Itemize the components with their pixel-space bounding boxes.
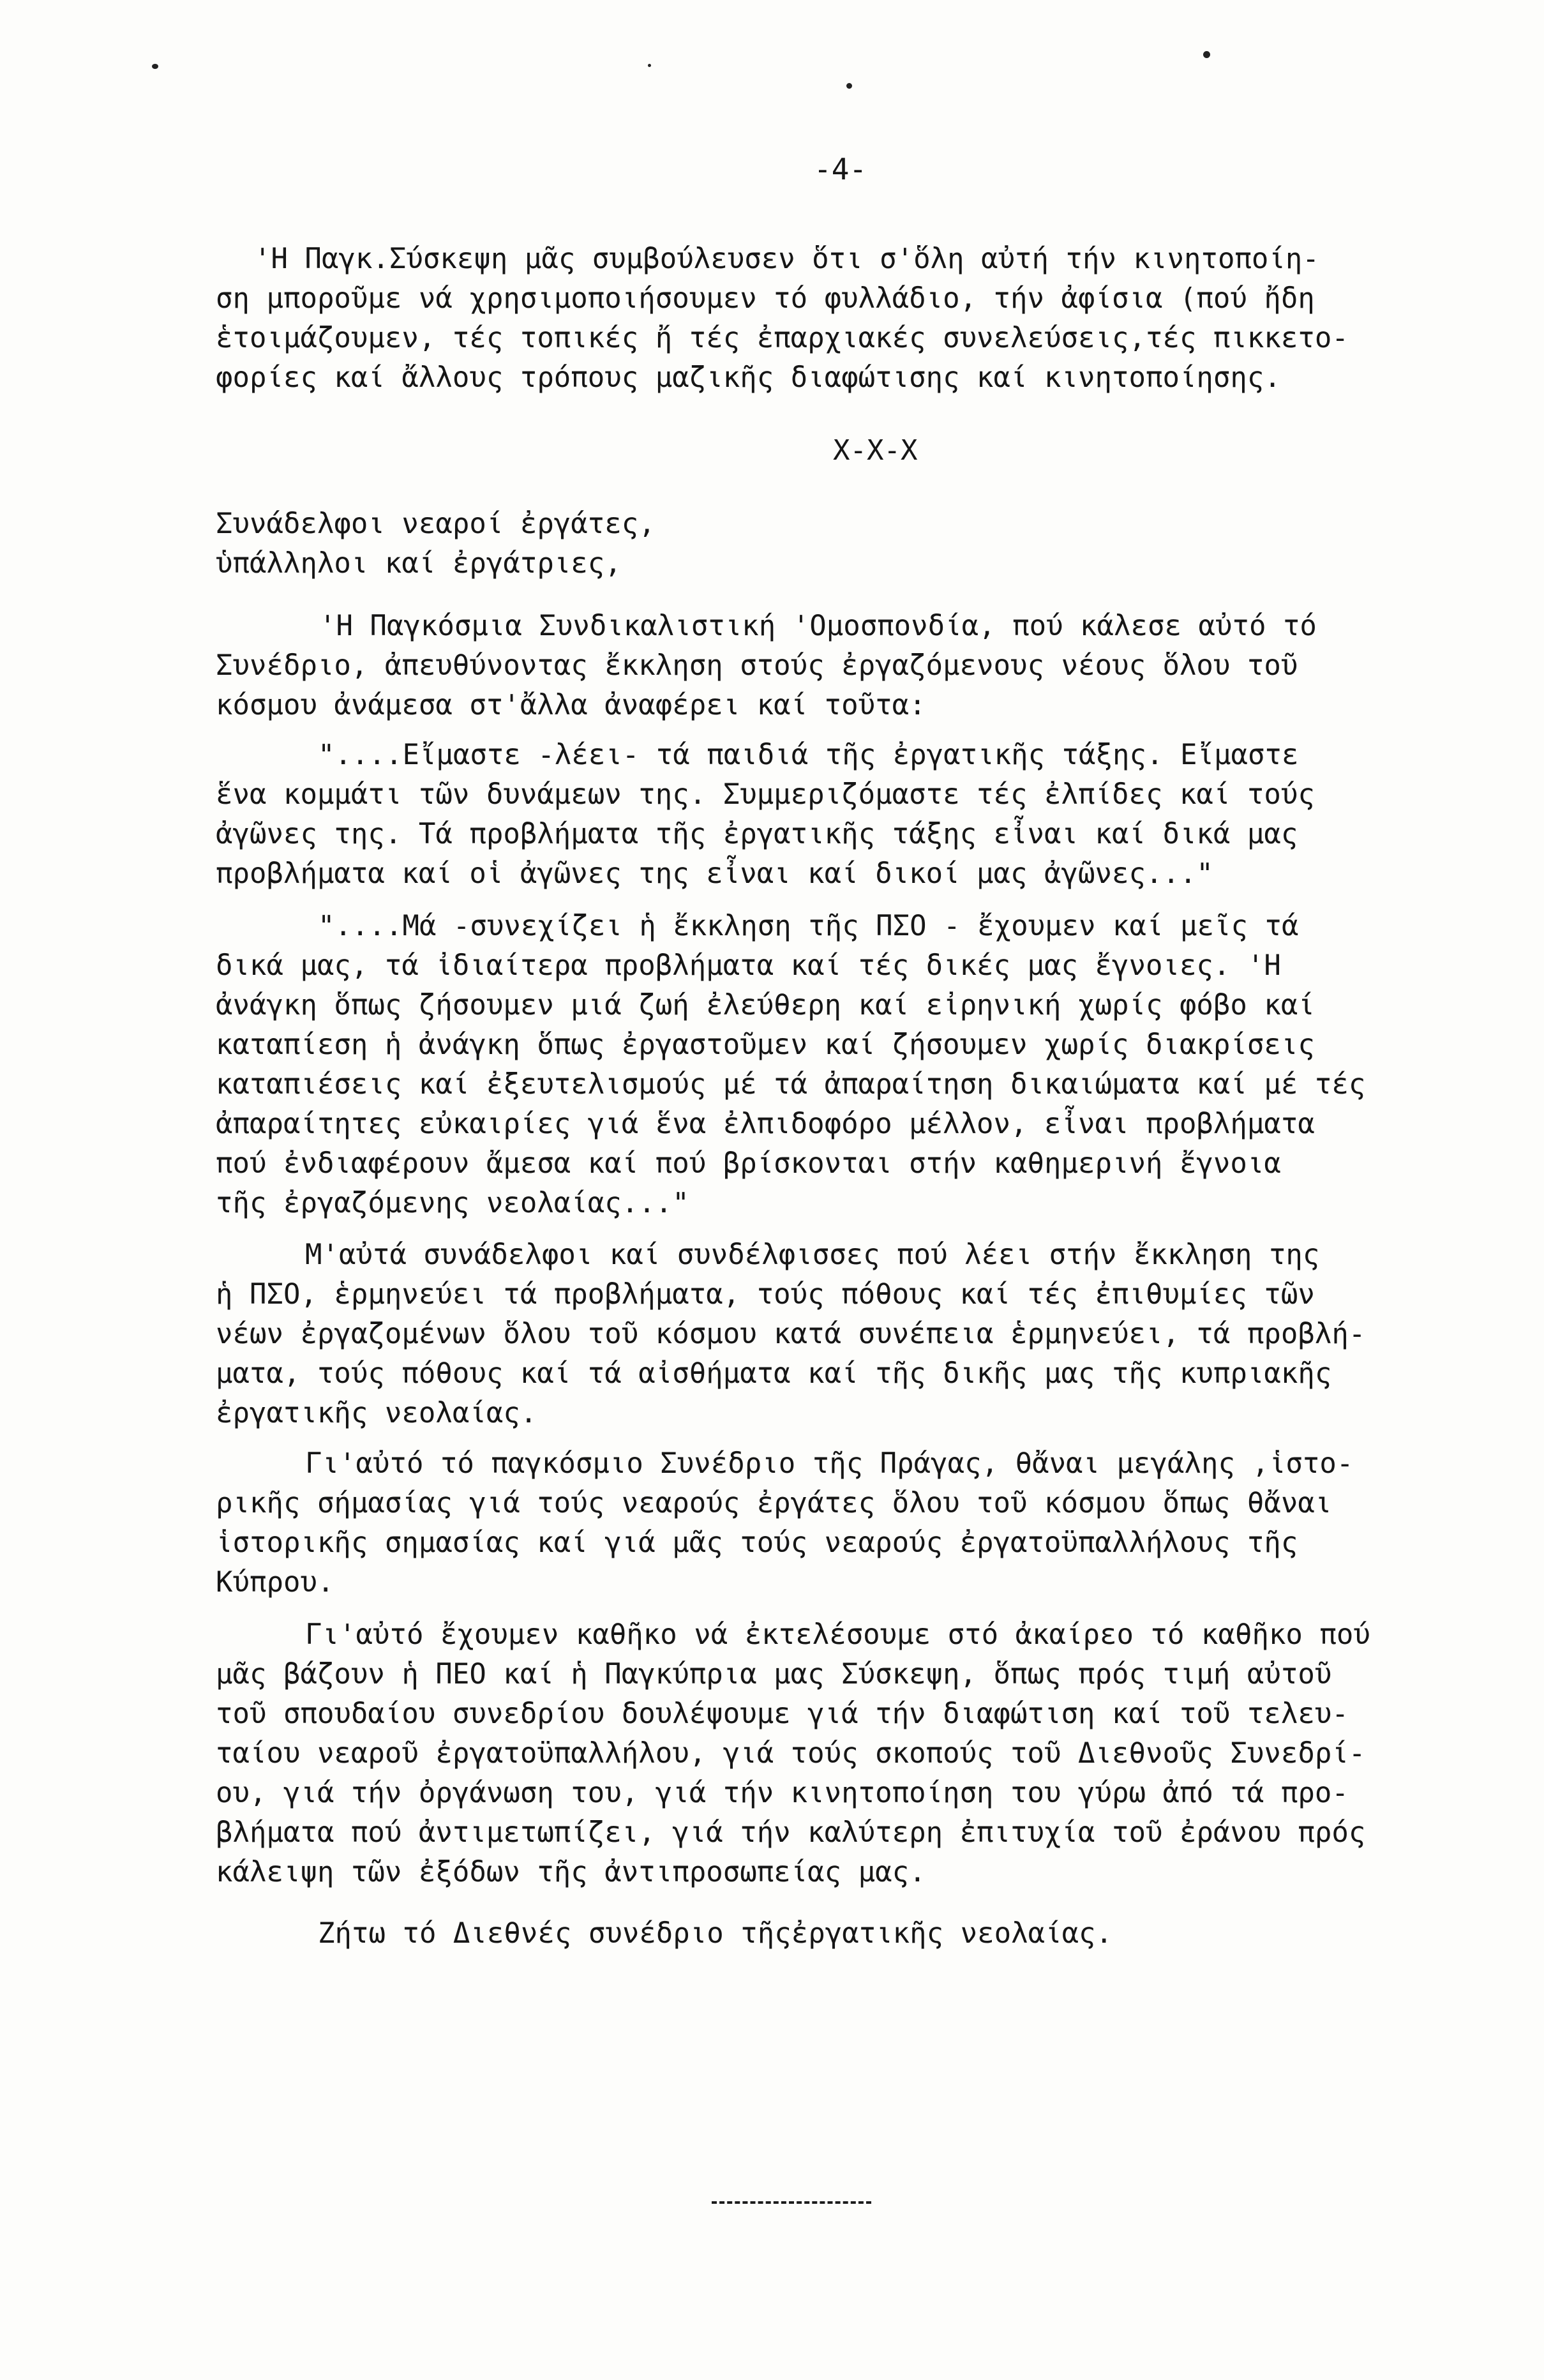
text-line: νέων ἐργαζομένων ὅλου τοῦ κόσμου κατά συνέπεια ἑρμηνεύει, τά προβλή-	[216, 1318, 1366, 1350]
text-line: ἡ ΠΣΟ, ἑρμηνεύει τά προβλήματα, τούς πόθους καί τές ἐπιθυμίες τῶν	[216, 1278, 1315, 1311]
text-line: ἐργατικῆς νεολαίας.	[216, 1397, 537, 1429]
text-line: ταίου νεαροῦ ἐργατοϋπαλλήλου, γιά τούς σκοπούς τοῦ Διεθνοῦς Συνεδρί-	[216, 1737, 1366, 1770]
quote-line: "....Μά -συνεχίζει ἡ ἔκκληση τῆς ΠΣΟ - ἔχουμεν καί μεῖς τά	[318, 910, 1299, 942]
text-line: Κύπρου.	[216, 1566, 334, 1599]
quote-line: καταπίεση ἡ ἀνάγκη ὅπως ἐργαστοῦμεν καί ζήσουμεν χωρίς διακρίσεις	[216, 1028, 1315, 1061]
text-line: ρικῆς σήμασίας γιά τούς νεαρούς ἐργάτες ὅλου τοῦ κόσμου ὅπως θἄναι	[216, 1487, 1332, 1519]
quote-line: καταπιέσεις καί ἐξευτελισμούς μέ τά ἀπαραίτηση δικαιώματα καί μέ τές	[216, 1068, 1366, 1101]
text-line: φορίες καί ἄλλους τρόπους μαζικῆς διαφώτισης καί κινητοποίησης.	[216, 361, 1281, 394]
salutation-line: ὑπάλληλοι καί ἐργάτριες,	[216, 547, 622, 580]
quote-line: "....Εἴμαστε -λέει- τά παιδιά τῆς ἐργατικῆς τάξης. Εἴμαστε	[318, 739, 1299, 771]
text-line: Γι'αὐτό τό παγκόσμιο Συνέδριο τῆς Πράγας, θἄναι μεγάλης ,ἱστο-	[305, 1447, 1354, 1480]
quote-line: ἀπαραίτητες εὐκαιρίες γιά ἕνα ἐλπιδοφόρο μέλλον, εἶναι προβλήματα	[216, 1108, 1315, 1140]
text-line: Συνέδριο, ἀπευθύνοντας ἔκκληση στούς ἐργαζόμενους νέους ὅλου τοῦ	[216, 649, 1298, 682]
section-separator: X-X-X	[833, 434, 918, 467]
text-line: 'Η Παγκ.Σύσκεψη μᾶς συμβούλευσεν ὅτι σ'ὅλη αὐτή τήν κινητοποίη-	[254, 243, 1319, 275]
text-line: Γι'αὐτό ἔχουμεν καθῆκο νά ἐκτελέσουμε στό ἀκαίρεο τό καθῆκο πού	[305, 1618, 1370, 1651]
text-line: μᾶς βάζουν ἡ ΠΕΟ καί ἡ Παγκύπρια μας Σύσκεψη, ὅπως πρός τιμή αὐτοῦ	[216, 1658, 1332, 1691]
text-line: ἑτοιμάζουμεν, τές τοπικές ἤ τές ἐπαρχιακές συνελεύσεις,τές πικκετο-	[216, 322, 1349, 354]
ink-speck	[1203, 51, 1210, 58]
quote-line: δικά μας, τά ἰδιαίτερα προβλήματα καί τές δικές μας ἔγνοιες. 'Η	[216, 949, 1281, 982]
text-line: κόσμου ἀνάμεσα στ'ἄλλα ἀναφέρει καί τοῦτα:	[216, 689, 926, 721]
text-line: Μ'αὐτά συνάδελφοι καί συνδέλφισσες πού λέει στήν ἔκκληση της	[305, 1239, 1320, 1271]
text-line: ἱστορικῆς σημασίας καί γιά μᾶς τούς νεαρούς ἐργατοϋπαλλήλους τῆς	[216, 1526, 1298, 1559]
quote-line: προβλήματα καί οἱ ἀγῶνες της εἶναι καί δικοί μας ἀγῶνες..."	[216, 857, 1213, 890]
page-number: -4-	[814, 152, 867, 186]
text-line: ου, γιά τήν ὀργάνωση του, γιά τήν κινητοποίηση του γύρω ἀπό τά προ-	[216, 1777, 1349, 1809]
salutation-line: Συνάδελφοι νεαροί ἐργάτες,	[216, 508, 656, 540]
quote-line: ἀνάγκη ὅπως ζήσουμεν μιά ζωή ἐλεύθερη καί εἰρηνική χωρίς φόβο καί	[216, 989, 1315, 1021]
closing-dash-rule	[712, 2201, 871, 2204]
text-line: 'Η Παγκόσμια Συνδικαλιστική 'Ομοσπονδία, πού κάλεσε αὐτό τό	[319, 610, 1317, 642]
ink-speck	[152, 64, 158, 69]
ink-speck	[846, 83, 852, 89]
quote-line: ἀγῶνες της. Τά προβλήματα τῆς ἐργατικῆς τάξης εἶναι καί δικά μας	[216, 818, 1298, 850]
text-line: βλήματα πού ἀντιμετωπίζει, γιά τήν καλύτερη ἐπιτυχία τοῦ ἐράνου πρός	[216, 1816, 1366, 1849]
ink-speck	[648, 64, 651, 67]
closing-line: Ζήτω τό Διεθνές συνέδριο τῆςἐργατικῆς νεολαίας.	[318, 1917, 1113, 1950]
quote-line: πού ἐνδιαφέρουν ἄμεσα καί πού βρίσκονται στήν καθημερινή ἔγνοια	[216, 1147, 1281, 1180]
text-line: ση μποροῦμε νά χρησιμοποιήσουμεν τό φυλλάδιο, τήν ἀφίσια (πού ἤδη	[216, 282, 1315, 315]
quote-line: ἕνα κομμάτι τῶν δυνάμεων της. Συμμεριζόμαστε τές ἐλπίδες καί τούς	[216, 778, 1315, 811]
text-line: τοῦ σπουδαίου συνεδρίου δουλέψουμε γιά τήν διαφώτιση καί τοῦ τελευ-	[216, 1698, 1349, 1730]
text-line: ματα, τούς πόθους καί τά αἰσθήματα καί τῆς δικῆς μας τῆς κυπριακῆς	[216, 1357, 1332, 1390]
quote-line: τῆς ἐργαζόμενης νεολαίας..."	[216, 1187, 689, 1219]
text-line: κάλειψη τῶν ἐξόδων τῆς ἀντιπροσωπείας μας.	[216, 1856, 926, 1888]
